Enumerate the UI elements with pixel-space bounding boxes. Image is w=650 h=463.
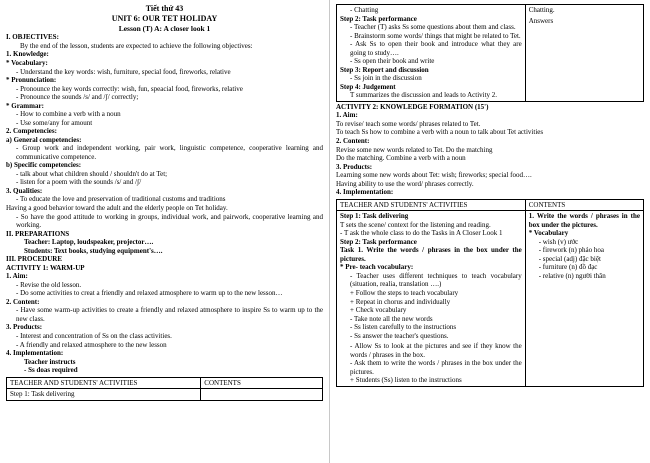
doc-line: - firework (n) pháo hoa bbox=[538, 246, 605, 255]
doc-line: a) General competencies: bbox=[6, 135, 82, 144]
right-activity-table bbox=[336, 199, 644, 387]
doc-line: 2. Content: bbox=[336, 136, 370, 145]
doc-line: T sets the scene/ context for the listening and reading. bbox=[340, 220, 491, 229]
doc-line: - Ask them to write the words / phrases in the box under the pictures. bbox=[350, 359, 522, 376]
doc-line: b) Specific competencies: bbox=[6, 161, 82, 170]
right-top-table bbox=[336, 4, 644, 102]
unit-title: UNIT 6: OUR TET HOLIDAY bbox=[111, 14, 218, 23]
doc-line: - Interest and concentration of Ss on the class activities. bbox=[16, 331, 172, 340]
doc-line: * Grammar: bbox=[6, 101, 44, 110]
doc-line: - talk about what children should / shouldn't do at Tet; bbox=[16, 169, 168, 178]
right-page-column bbox=[330, 0, 650, 463]
lesson-number: Tiết thứ 43 bbox=[145, 4, 184, 13]
doc-line: 1. Knowledge: bbox=[6, 50, 49, 59]
doc-line: - Ss listen carefully to the instructions bbox=[350, 323, 457, 332]
doc-line: 4. Implementation: bbox=[336, 188, 394, 197]
warmup-contents-cell bbox=[525, 5, 643, 102]
task1-activities-cell bbox=[337, 211, 526, 387]
doc-line: Teacher: Laptop, loudspeaker, projector…. bbox=[24, 238, 154, 247]
activity2-body bbox=[336, 111, 644, 196]
lesson-title: Lesson (T) A: A closer look 1 bbox=[118, 24, 211, 33]
table-header-row bbox=[337, 199, 644, 211]
doc-line: Step 2: Task performance bbox=[340, 237, 417, 246]
doc-line: To revise/ teach some words/ phrases related to Tet. bbox=[336, 119, 481, 128]
col-header-activities: TEACHER AND STUDENTS' ACTIVITIES bbox=[7, 377, 201, 389]
contents-cell bbox=[201, 389, 323, 401]
doc-line: - wish (v) ước bbox=[538, 237, 579, 246]
doc-line: II. PREPARATIONS bbox=[6, 229, 70, 238]
doc-line: - relative (n) người thân bbox=[538, 271, 606, 280]
activity1-body bbox=[6, 272, 323, 374]
doc-line: + Repeat in chorus and individually bbox=[350, 297, 451, 306]
doc-line: 3. Products: bbox=[6, 323, 43, 332]
doc-line: - Ss join in the discussion bbox=[350, 74, 422, 83]
doc-line: To teach Ss how to combine a verb with a noun to talk about Tet activities bbox=[336, 128, 544, 137]
doc-line: 1. Aim: bbox=[6, 272, 28, 281]
table-row bbox=[7, 389, 323, 401]
col-header-contents: CONTENTS bbox=[201, 377, 323, 389]
table-row bbox=[337, 211, 644, 387]
doc-line: - Chatting bbox=[350, 6, 379, 14]
doc-line: - Have some warm-up activities to create a friendly and relaxed atmosphere to inspire Ss to warm up to the new class. bbox=[16, 306, 323, 323]
doc-line: + Follow the steps to teach vocabulary bbox=[350, 289, 459, 297]
warmup-activities-cell bbox=[337, 5, 526, 102]
doc-line: * Pronunciation: bbox=[6, 76, 57, 85]
doc-line: Answers bbox=[528, 16, 554, 25]
doc-line: - Take note all the new words bbox=[350, 314, 433, 323]
doc-line: Task 1. Write the words / phrases in the box under the pictures. bbox=[340, 246, 522, 263]
doc-line: Step 3: Report and discussion bbox=[340, 65, 429, 74]
doc-line: Teacher instructs bbox=[24, 357, 76, 366]
objectives-list bbox=[6, 50, 323, 263]
doc-line: T summarizes the discussion and leads to Activity 2. bbox=[350, 91, 498, 100]
doc-line: 4. Implementation: bbox=[6, 349, 64, 358]
doc-line: Revise some new words related to Tet. Do the matching bbox=[336, 145, 493, 154]
col-header-contents: CONTENTS bbox=[525, 199, 643, 211]
doc-line: - Revise the old lesson. bbox=[16, 280, 82, 289]
doc-line: - Teacher uses different techniques to teach vocabulary (situation, realia, translation ….) bbox=[350, 271, 522, 289]
doc-line: * Vocabulary bbox=[528, 229, 569, 238]
doc-line: 2. Competencies: bbox=[6, 127, 57, 136]
doc-line: + Students (Ss) listen to the instructions bbox=[350, 376, 462, 385]
doc-line: - Ss doas required bbox=[24, 366, 78, 375]
doc-line: - To educate the love and preservation of traditional customs and traditions bbox=[16, 195, 226, 204]
doc-line: Having a good behavior toward the adult and the elderly people on Tet holiday. bbox=[6, 204, 228, 212]
col-header-activities: TEACHER AND STUDENTS' ACTIVITIES bbox=[337, 199, 526, 211]
doc-line: Step 4: Judgement bbox=[340, 82, 396, 91]
doc-line: Students: Text books, studying equipment's…. bbox=[24, 246, 163, 255]
objectives-intro: By the end of the lesson, students are expected to achieve the following objectives: bbox=[20, 41, 253, 50]
doc-line: - A friendly and relaxed atmosphere to the new lesson bbox=[16, 340, 167, 349]
doc-line: - So have the good attitude to working in groups, individual work, and pairwork, cooperative learning and working. bbox=[16, 212, 323, 230]
doc-line: Learning some new words about Tet: wish; fireworks; special food…. bbox=[336, 171, 532, 180]
doc-line: - Pronounce the key words correctly: wish, fun, speacial food, fireworks, relative bbox=[16, 84, 243, 93]
doc-line: - Allow Ss to look at the pictures and see if they know the words / phrases in the box. bbox=[350, 342, 522, 359]
doc-line: - special (adj) đặc biệt bbox=[538, 254, 601, 263]
doc-line: - Ss open their book and write bbox=[350, 57, 435, 66]
doc-line: - furniture (n) đồ đạc bbox=[538, 263, 598, 272]
doc-line: Step 1: Task delivering bbox=[340, 212, 409, 221]
doc-line: - Group work and independent working, pair work, linguistic competence, cooperative learning and communicative competence. bbox=[16, 144, 323, 161]
doc-line: * Pre- teach vocabulary: bbox=[340, 263, 414, 272]
doc-line: - Brainstorm some words/ things that might be related to Tet. bbox=[350, 31, 521, 40]
doc-line: - Ask Ss to open their book and introduce what they are going to study…. bbox=[350, 40, 522, 57]
doc-line: - Understand the key words: wish, furniture, special food, fireworks, relative bbox=[16, 67, 231, 76]
doc-line: 1. Write the words / phrases in the box under the pictures. bbox=[528, 212, 640, 229]
doc-line: Do the matching. Combine a verb with a noun bbox=[336, 154, 466, 163]
doc-line: 2. Content: bbox=[6, 297, 40, 306]
doc-line: 3. Qualities: bbox=[6, 186, 43, 195]
doc-line: - listen for a poem with the sounds /s/ and /ʃ/ bbox=[16, 178, 142, 187]
doc-line: - How to combine a verb with a noun bbox=[16, 110, 121, 119]
table-row bbox=[337, 5, 644, 102]
doc-line: - Ss answer the teacher's questions. bbox=[350, 331, 449, 340]
step1-label: Step 1: Task delivering bbox=[7, 389, 201, 401]
doc-line: Step 2: Task performance bbox=[340, 14, 417, 23]
doc-line: III. PROCEDURE bbox=[6, 255, 63, 264]
doc-line: + Check vocabulary bbox=[350, 306, 407, 315]
doc-line: - T ask the whole class to do the Tasks in A Closer Look 1 bbox=[340, 229, 503, 238]
doc-line: * Vocabulary: bbox=[6, 58, 48, 67]
activity2-title: ACTIVITY 2: KNOWLEDGE FORMATION (15') bbox=[336, 102, 489, 111]
task1-contents-cell bbox=[525, 211, 643, 387]
left-activity-table bbox=[6, 377, 323, 401]
doc-line: 1. Aim: bbox=[336, 111, 358, 120]
doc-line: - Pronounce the sounds /s/ and /ʃ/ correctly; bbox=[16, 93, 139, 102]
activity1-title: ACTIVITY 1: WARM-UP bbox=[6, 263, 85, 272]
doc-line: Chatting. bbox=[528, 6, 555, 14]
doc-line: - Do some activities to creat a friendly and relaxed atmosphere to warm up to the new lesson… bbox=[16, 289, 283, 298]
table-header-row bbox=[7, 377, 323, 389]
doc-line: Having ability to use the word/ phrases correctly. bbox=[336, 179, 474, 188]
doc-line: - Use some/any for amount bbox=[16, 118, 93, 127]
objectives-heading: I. OBJECTIVES: bbox=[6, 33, 59, 42]
doc-line: 3. Products: bbox=[336, 162, 373, 171]
doc-line: - Teacher (T) asks Ss some questions about them and class. bbox=[350, 23, 516, 32]
